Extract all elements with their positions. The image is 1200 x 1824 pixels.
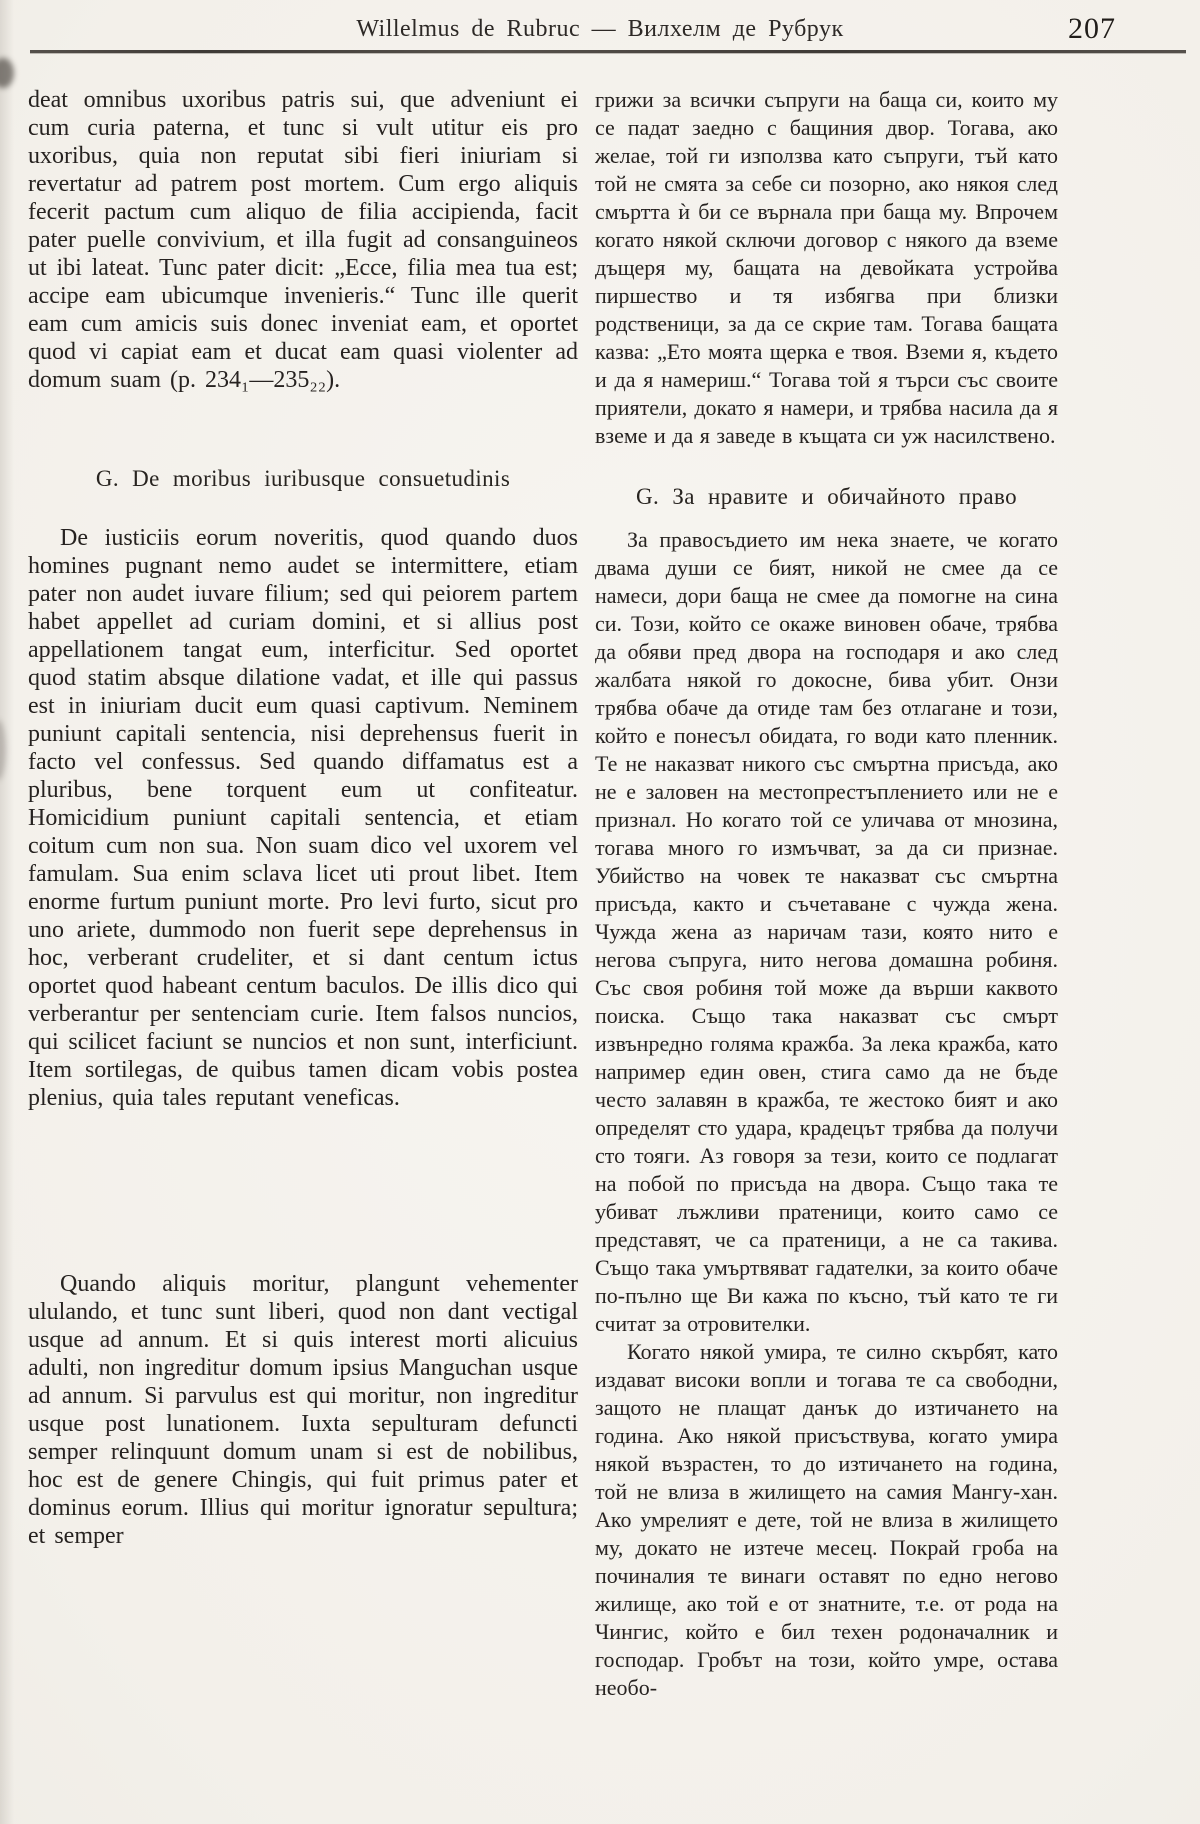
- page-number: 207: [1068, 12, 1116, 45]
- bulgarian-paragraph-continuation: грижи за всички съпруги на баща си, които му се падат заедно с бащиния двор. Тогава, ако желае, той ги използва като съпруги, тъй като той не смята за себе си позорно, ако някоя след смъртта ѝ би се върнала при баща му. Впрочем когато някой сключи договор с някого да вземе дъщеря му, бащата на девойката устройва пиршество и тя избягва при близки родственици, за да се скрие там. Тогава бащата казва: „Ето моята щерка е твоя. Вземи я, където и да я намериш.“ Тогава той я търси със своите приятели, докато я намери, и трябва насила да я вземе и да я заведе в къщата си уж насилствено.: [595, 87, 1058, 448]
- header-rule: [30, 50, 1186, 53]
- page-gutter-shade: [0, 0, 14, 1824]
- latin-paragraph-justice: De iusticiis eorum noveritis, quod quando duos homines pugnant nemo audet se intermittere, etiam pater non audet iuvare filium; sed qui peiorem partem habet appellet ad curiam domini, et si allius post appellationem tangat eum, interficitur. Sed oportet quod statim absque dilatione vadat, et ille qui passus est in iniuriam ducit eum quasi captivum. Neminem puniunt capitali sentencia, nisi deprehensus fuerit in facto vel confessus. Sed quando diffamatus est a pluribus, bene torquent eum ut confiteatur. Homicidium puniunt capitali sentencia, et etiam coitum cum non sua. Non suam dico vel uxorem vel famulam. Sua enim sclava licet uti prout libet. Item enorme furtum puniunt morte. Pro levi furto, sicut pro uno ariete, dummodo non fuerit sepe deprehensus in hoc, verberant crudeliter, et si dant centum ictus oportet quod habeant centum baculos. De illis dico qui verberantur per sentenciam curie. Item falsos nuncios, qui scilicet faciunt se nuncios et non sunt, interficiunt. Item sortilegas, de quibus tamen dicam vobis postea plenius, quia tales reputant veneficas.: [28, 525, 578, 1111]
- running-header: Willelmus de Rubruc — Вилхелм де Рубрук: [356, 16, 844, 42]
- latin-paragraph-continuation: deat omnibus uxoribus patris sui, que adveniunt ei cum curia paterna, et tunc si vult utitur eis pro uxoribus, quia non reputat sibi fieri iniuriam si revertatur ad patrem post mortem. Cum ergo aliquis fecerit pactum cum aliquo de filia accipienda, facit pater puelle convivium, et illa fugit ad consanguineos ut ibi lateat. Tunc pater dicit: „Ecce, filia mea tua est; accipe eam ubicumque invenieris.“ Tunc ille querit eam cum amicis suis donec inveniat eam, et oportet quod vi capiat eam et ducat eam quasi violenter ad domum suam (p. 234₁—235₂₂).: [28, 87, 578, 393]
- bulgarian-paragraph-justice: За правосъдието им нека знаете, че когато двама души се бият, никой не смее да се намеси, дори баща не смее да помогне на сина си. Този, който се окаже виновен обаче, трябва да обяви пред двора на господаря и ако след жалбата някой го докосне, бива убит. Онзи трябва обаче да отиде там без отлагане и този, който е понесъл обидата, го води като пленник. Те не наказват никого със смъртна присъда, ако не е заловен на местопрестъплението или не е признал. Но когато той се уличава от мнозина, тогава много го измъчват, за да си признае. Убийство на човек те наказват със смъртна присъда, както и съчетаване с чужда жена. Чужда жена аз наричам тази, която нито е негова съпруга, нито негова домашна робиня. Със своя робиня той може да върши каквото поиска. Също така наказват със смърт извънредно голяма кражба. За лека кражба, като например един овен, стига само да не бъде често залавян в кражба, те жестоко бият и ако определят сто удара, крадецът трябва да получи сто тояги. Аз говоря за тези, които се подлагат на побой по присъда на двора. Също така те убиват лъжливи пратеници, които само се представят, че са пратеници, а не са такива. Също така умъртвяват гадателки, за които обаче по-пълно ще Ви кажа по късно, тъй като те ги считат за отровителки.: [595, 527, 1058, 1336]
- bulgarian-paragraph-death-customs: Когато някой умира, те силно скърбят, като издават високи вопли и тогава те са свободни, защото не плащат данък до изтичането на година. Ако някой присъствува, когато умира някой възрастен, то до изтичането на година, той не влиза в жилището на самия Мангу-хан. Ако умрелият е дете, той не влиза в жилището му, докато не изтече месец. Покрай гроба на починалия те винаги оставят по едно негово жилище, ако той е от знатните, т.е. от рода на Чингис, който е бил техен родоначалник и господар. Гробът на този, който умре, остава необо-: [595, 1339, 1058, 1700]
- latin-paragraph-death-customs: Quando aliquis moritur, plangunt vehementer ululando, et tunc sunt liberi, quod non dant vectigal usque ad annum. Et si quis interest morti alicuius adulti, non ingreditur domum ipsius Manguchan usque ad annum. Si parvulus est qui moritur, non ingreditur usque post lunationem. Iuxta sepulturam defuncti semper relinquunt domum unam si est de nobilibus, hoc est de genere Chingis, qui fuit primus pater et dominus eorum. Illius qui moritur ignoratur sepultura; et semper: [28, 1271, 578, 1549]
- bulgarian-section-heading: G. За нравите и обичайното право: [636, 484, 1017, 509]
- bulgarian-column: [595, 86, 1058, 1702]
- latin-section-heading: G. De moribus iuribusque consuetudinis: [95, 466, 511, 491]
- latin-column: [28, 86, 578, 1550]
